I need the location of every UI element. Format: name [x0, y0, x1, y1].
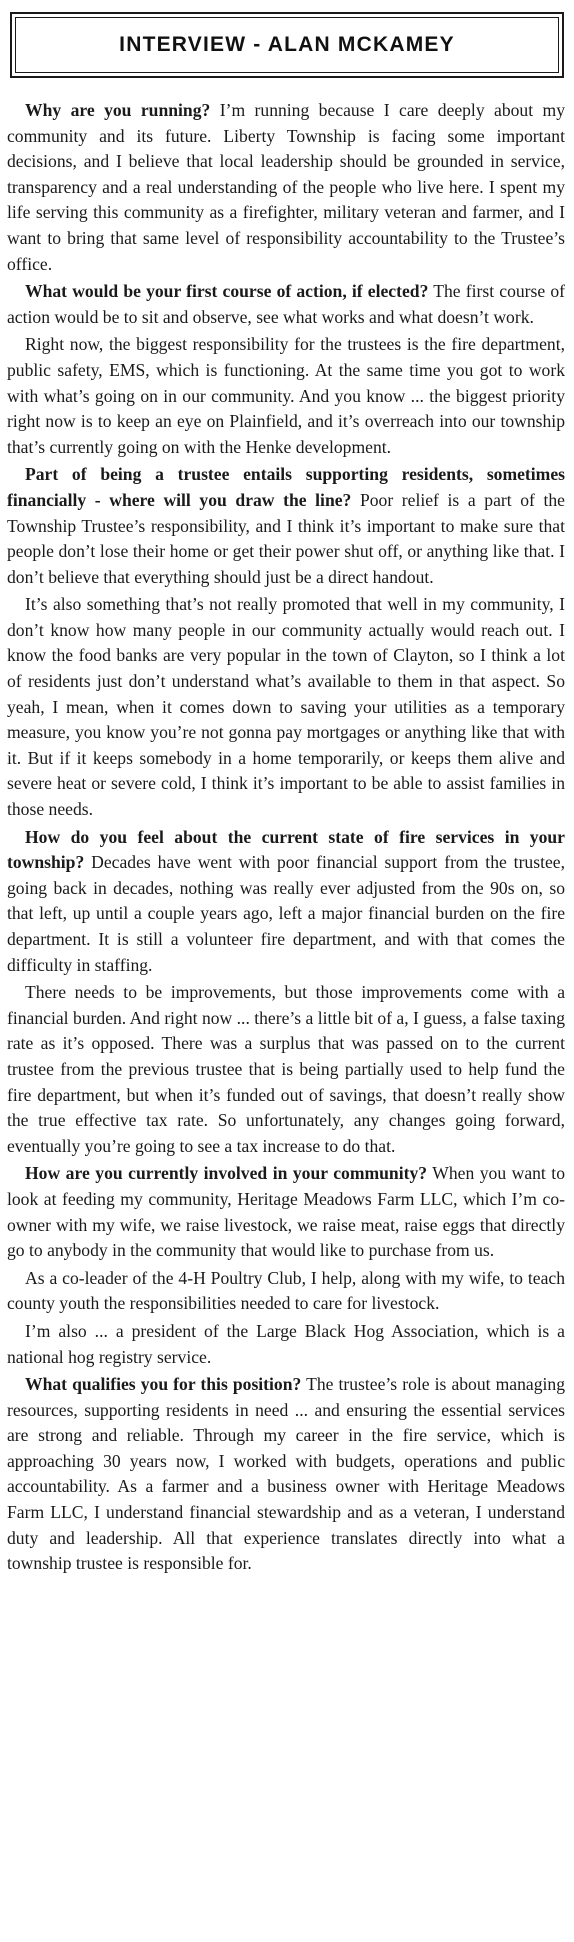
- paragraph-first-action-continued: [7, 332, 565, 460]
- answer-text: Right now, the biggest responsibility for the trustees is the fire department, public safety, EMS, which is functioning. At the same time you got to work with what’s going on in our community. And you know ... the biggest priority right now is to keep an eye on Plainfield, and it’s overreach into our township that’s currently going on with the Henke development.: [7, 334, 565, 457]
- paragraph-qualifications: [7, 1372, 565, 1577]
- answer-text: Decades have went with poor financial support from the trustee, going back in decades, nothing was really ever adjusted from the 90s on, so that left, up until a couple years ago, left a major financial burden on the fire department. It is still a volunteer fire department, and with that comes the difficulty in staffing.: [7, 852, 565, 975]
- paragraph-why-running: [7, 98, 565, 277]
- title-box: [10, 12, 564, 78]
- question-text: What qualifies you for this position?: [25, 1374, 302, 1395]
- answer-text: Poor relief is a part of the Township Trustee’s responsibility, and I think it’s important to make sure that people don’t lose their home or get their power shut off, or anything like that. I don’t believe that everything should just be a direct handout.: [7, 489, 565, 587]
- answer-text: There needs to be improvements, but those improvements come with a financial burden. And right now ... there’s a little bit of a, I guess, a false taxing rate as it’s opposed. There was a surplus that was passed on to the current trustee from the previous trustee that is being partially used to help fund the fire department, but when it’s funded out of savings, that doesn’t really show the true effective tax rate. So unfortunately, any changes going forward, eventually you’re going to see a tax increase to do that.: [7, 982, 565, 1156]
- answer-text: As a co-leader of the 4-H Poultry Club, I help, along with my wife, to teach county youth the responsibilities needed to care for livestock.: [7, 1267, 565, 1314]
- interview-body: [7, 98, 565, 1579]
- paragraph-first-action: [7, 279, 565, 330]
- answer-text: I’m also ... a president of the Large Black Hog Association, which is a national hog registry service.: [7, 1320, 565, 1367]
- question-text: How are you currently involved in your community?: [25, 1163, 428, 1184]
- answer-text: It’s also something that’s not really promoted that well in my community, I don’t know how many people in our community actually would reach out. I know the food banks are very popular in the town of Clayton, so I think a lot of residents just don’t understand what’s available to them in that aspect. So yeah, I mean, when it comes down to saving your utilities as a temporary measure, you know you’re not gonna pay mortgages or anything like that with it. But if it keeps somebody in a home temporarily, or keeps them alive and severe heat or severe cold, I think it’s important to be able to assist families in those needs.: [7, 594, 565, 820]
- answer-text: I’m running because I care deeply about my community and its future. Liberty Township is facing some important decisions, and I believe that local leadership should be grounded in service, transparency and a real understanding of the people who live here. I spent my life serving this community as a firefighter, military veteran and farmer, and I want to bring that same level of responsibility accountability to the Trustee’s office.: [7, 100, 566, 274]
- paragraph-4h-club: [7, 1266, 565, 1317]
- question-text: Part of being a trustee entails supporting residents, sometimes financially - where will you draw the line?: [7, 464, 565, 510]
- paragraph-fire-services-continued: [7, 980, 565, 1159]
- answer-text: The trustee’s role is about managing resources, supporting residents in need ... and ensuring the essential services are strong and reliable. Through my career in the fire service, which is approaching 30 years now, I worked with budgets, operations and public accountability. As a farmer and a business owner with Heritage Meadows Farm LLC, I understand financial stewardship and as a veteran, I understand duty and leadership. All that experience translates directly into what a township trustee is responsible for.: [7, 1374, 565, 1574]
- question-text: How do you feel about the current state of fire services in your township?: [7, 826, 565, 873]
- paragraph-hog-association: [7, 1319, 565, 1370]
- paragraph-community-involvement: [7, 1161, 565, 1263]
- question-text: What would be your first course of action, if elected?: [25, 281, 429, 302]
- paragraph-draw-the-line-continued: [7, 592, 565, 822]
- paragraph-fire-services: [7, 825, 565, 979]
- paragraph-draw-the-line: [7, 462, 565, 590]
- answer-text: When you want to look at feeding my community, Heritage Meadows Farm LLC, which I’m co-owner with my wife, we raise livestock, we raise meat, raise eggs that directly go to anybody in the community that would like to purchase from us.: [7, 1163, 565, 1261]
- answer-text: The first course of action would be to sit and observe, see what works and what doesn’t work.: [7, 281, 565, 327]
- title-box-inner: [15, 17, 559, 73]
- page-title: INTERVIEW - ALAN MCKAMEY: [119, 33, 455, 56]
- question-text: Why are you running?: [25, 100, 211, 120]
